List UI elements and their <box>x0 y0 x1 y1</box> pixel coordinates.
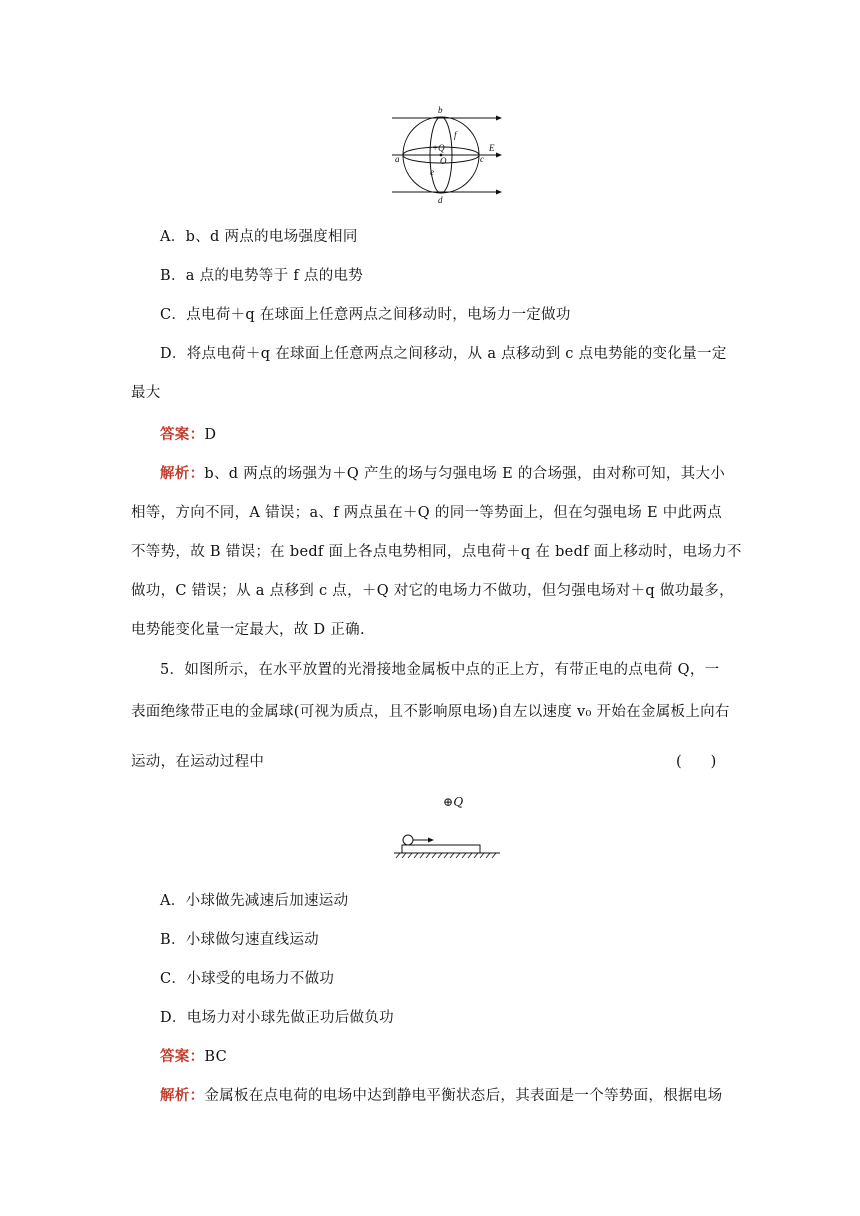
q5-option-b: B．小球做匀速直线运动 <box>160 932 319 948</box>
q5-answer <box>160 1045 227 1066</box>
label-b: b <box>438 105 443 115</box>
q4-analysis-line-5: 电势能变化量一定最大，故 D 正确. <box>131 622 365 638</box>
label-e: e <box>430 167 434 177</box>
q4-option-d: D．将点电荷＋q 在球面上任意两点之间移动，从 a 点移动到 c 点电势能的变化量一定 <box>160 346 727 362</box>
q5-stem-line-3: 运动，在运动过程中 <box>131 754 265 770</box>
q5-analysis-line-1 <box>160 1084 722 1105</box>
analysis-label: 解析： <box>160 465 205 482</box>
label-o: O <box>440 156 447 166</box>
answer-value: BC <box>204 1049 228 1065</box>
analysis-text: b、d 两点的场强为＋Q 产生的场与匀强电场 E 的合场强，由对称可知，其大小 <box>204 466 726 482</box>
answer-bracket: ( ) <box>676 754 717 770</box>
label-q: +Q <box>432 143 445 153</box>
label-c: c <box>480 154 484 164</box>
q5-option-d: D．电场力对小球先做正功后做负功 <box>160 1010 394 1026</box>
q5-stem-line-2: 表面绝缘带正电的金属球(可视为质点，且不影响原电场)自左以速度 v₀ 开始在金属板上向右 <box>131 704 730 720</box>
q4-option-b: B．a 点的电势等于 f 点的电势 <box>160 268 364 284</box>
charge-q-label: ⊕Q <box>443 795 464 809</box>
analysis-label: 解析： <box>160 1087 205 1104</box>
label-d: d <box>438 195 443 204</box>
sphere-field-figure <box>388 104 504 204</box>
analysis-text: 金属板在点电荷的电场中达到静电平衡状态后，其表面是一个等势面，根据电场 <box>204 1088 723 1104</box>
q4-analysis-line-3: 不等势，故 B 错误；在 bedf 面上各点电势相同，点电荷＋q 在 bedf 面上移动时，电场力不 <box>131 544 742 560</box>
q4-option-a: A．b、d 两点的电场强度相同 <box>160 229 358 245</box>
q4-option-c: C．点电荷＋q 在球面上任意两点之间移动时，电场力一定做功 <box>160 307 571 323</box>
q4-answer <box>160 423 216 444</box>
label-a: a <box>395 154 400 164</box>
q4-analysis-line-1 <box>160 462 725 483</box>
q4-analysis-line-2: 相等，方向不同，A 错误；a、f 两点虽在＋Q 的同一等势面上，但在匀强电场 E 中此两点 <box>131 505 722 521</box>
answer-label: 答案： <box>160 426 205 443</box>
q4-option-d-cont: 最大 <box>131 385 161 401</box>
metal-plate-figure <box>392 826 504 862</box>
q5-option-c: C．小球受的电场力不做功 <box>160 971 335 987</box>
label-f: f <box>454 130 457 140</box>
q5-option-a: A．小球做先减速后加速运动 <box>160 893 349 909</box>
q5-stem-line-1: 5．如图所示，在水平放置的光滑接地金属板中点的正上方，有带正电的点电荷 Q，一 <box>160 662 720 678</box>
q4-analysis-line-4: 做功，C 错误；从 a 点移到 c 点，＋Q 对它的电场力不做功，但匀强电场对＋q 做功最多， <box>131 583 734 599</box>
label-e-field: E <box>489 143 495 153</box>
answer-label: 答案： <box>160 1048 205 1065</box>
answer-value: D <box>204 427 217 443</box>
